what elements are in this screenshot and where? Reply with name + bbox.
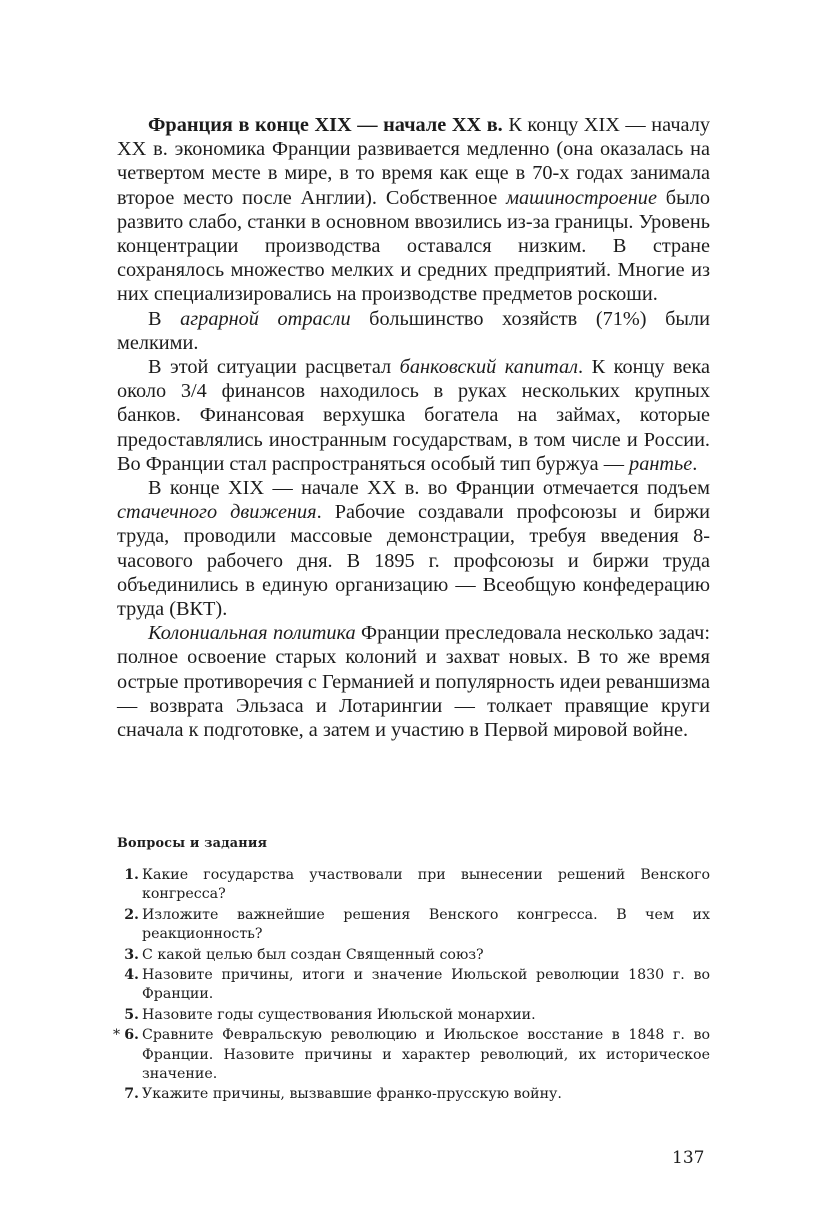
term-italic: машиностроение — [506, 186, 657, 209]
page-number: 137 — [672, 1148, 705, 1168]
text-run: было развито слабо, станки в основном ввозились из-за границы. Уровень концентрации производства оставался низким. В стране сохранялось множество мелких и средних предприятий. Многие из них специализировались на производстве предметов роскоши. — [117, 186, 710, 306]
text-run: большинство хозяйств (71%) были мелкими. — [117, 307, 711, 354]
paragraph-france — [117, 113, 710, 307]
question-item — [117, 906, 710, 945]
question-text: Изложите важнейшие решения Венского конгресса. В чем их реакционность? — [142, 906, 710, 943]
paragraph-strikes — [117, 476, 710, 621]
questions-list — [113, 866, 710, 1106]
question-text: Укажите причины, вызвавшие франко-прусскую войну. — [142, 1086, 562, 1103]
question-number: 3. — [124, 946, 139, 963]
text-run: В конце XIX — начале XX в. во Франции отмечается подъем — [148, 477, 710, 500]
text-run: В — [148, 307, 181, 330]
question-number: 6. — [124, 1027, 139, 1044]
main-text — [117, 113, 710, 742]
text-run: . К концу века около 3/4 финансов находилось в руках нескольких крупных банков. Финансовая верхушка богатела на займах, которые предоставлялись иностранным государствам, в том числе и России. Во Франции стал распространяться особый тип буржуа — — [117, 356, 711, 475]
question-number: 5. — [124, 1006, 139, 1023]
section-heading: Франция в конце XIX — начале XX в. — [148, 114, 503, 136]
question-text: Какие государства участвовали при вынесении решений Венского конгресса? — [142, 867, 710, 903]
question-text: Сравните Февральскую революцию и Июльское восстание в 1848 г. во Франции. Назовите причины и характер революций, их историческое значение. — [142, 1027, 710, 1083]
question-number: 4. — [124, 967, 139, 984]
questions-title: Вопросы и задания — [117, 836, 268, 851]
text-run: В этой ситуации расцветал — [148, 356, 400, 379]
term-italic: Колониальная политика — [148, 622, 356, 645]
paragraph-agrarian — [117, 307, 710, 355]
text-run: . — [692, 452, 698, 475]
question-number: 2. — [124, 906, 139, 923]
question-item — [117, 946, 710, 965]
question-item — [117, 1006, 710, 1025]
term-italic: аграрной отрасли — [180, 307, 351, 330]
paragraph-banking — [117, 355, 710, 476]
question-text: Назовите годы существования Июльской монархии. — [142, 1006, 536, 1023]
asterisk-marker: * — [113, 1027, 121, 1044]
paragraph-colonial — [117, 621, 710, 742]
question-item — [113, 1026, 710, 1084]
question-number: 1. — [124, 867, 139, 883]
question-item — [117, 866, 710, 905]
text-run: Франции преследовала несколько задач: полное освоение старых колоний и захват новых. В то же время острые противоречия с Германией и популярность идеи реваншизма — возврата Эльзаса и Лотарингии — толкает правящие круги сначала к подготовке, а затем и участию в Первой мировой войне. — [117, 622, 710, 742]
question-text: Назовите причины, итоги и значение Июльской революции 1830 г. во Франции. — [142, 967, 710, 1003]
question-item — [117, 1085, 710, 1104]
term-italic: стачечного движения — [117, 501, 317, 524]
term-italic: рантье — [629, 452, 693, 475]
question-item — [117, 966, 710, 1005]
term-italic: банковский капитал — [399, 356, 579, 379]
question-number: 7. — [124, 1086, 139, 1103]
text-run: К концу XIX — началу XX в. экономика Франции развивается медленно (она оказалась на четвертом месте в мире, в то время как еще в 70-х годах занимала второе место после Англии). Собственное — [117, 114, 710, 209]
text-run: . Рабочие создавали профсоюзы и биржи труда, проводили массовые демонстрации, требуя введения 8-часового рабочего дня. В 1895 г. профсоюзы и биржи труда объединились в единую организацию — Всеобщую конфедерацию труда (ВКТ). — [117, 501, 710, 621]
question-text: С какой целью был создан Священный союз? — [142, 946, 484, 963]
